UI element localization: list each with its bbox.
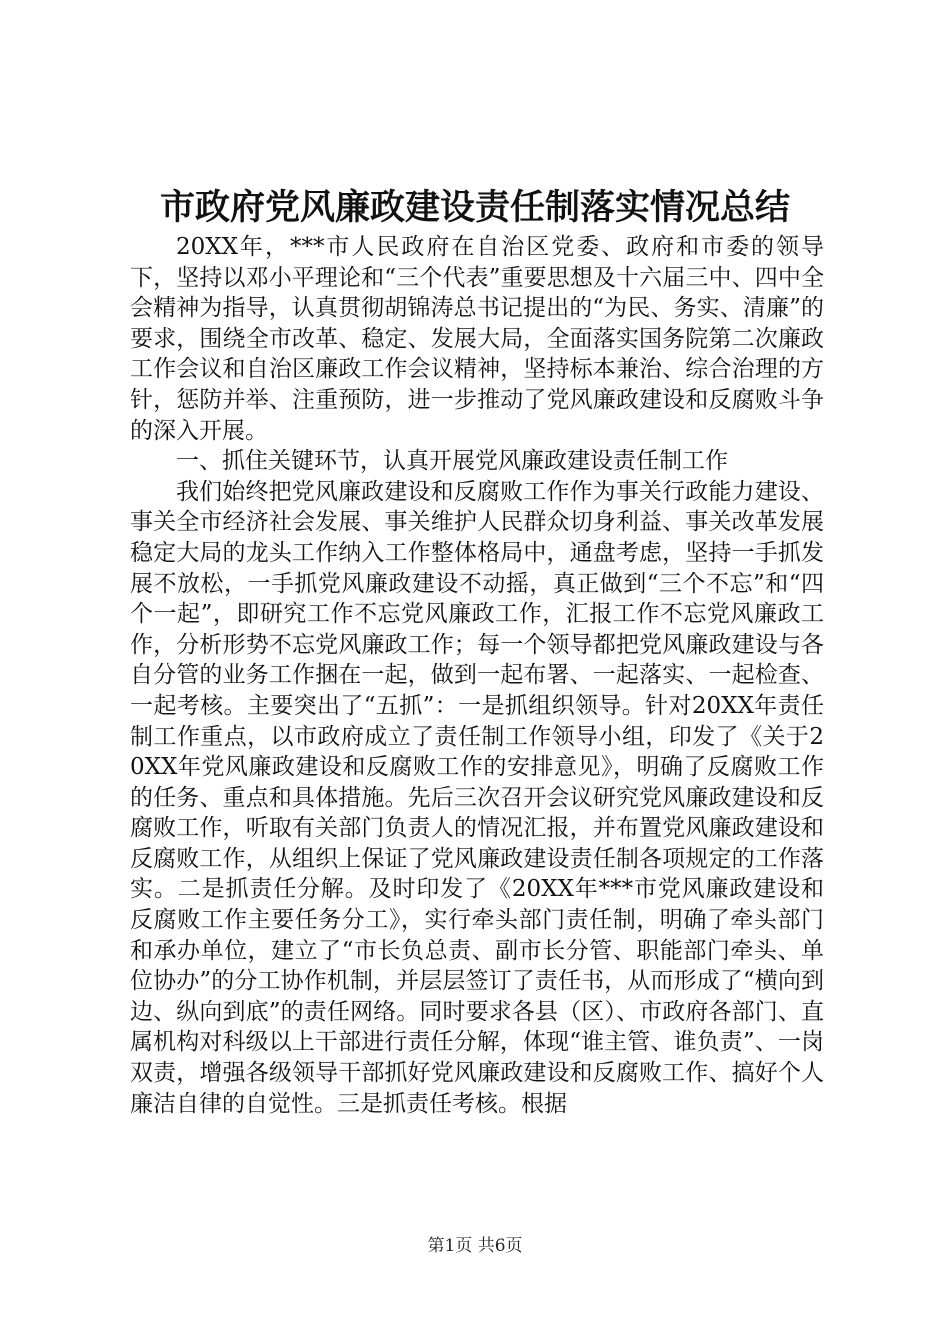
page-footer: 第1页 共6页	[427, 1236, 523, 1256]
intro-paragraph: 20XX年，***市人民政府在自治区党委、政府和市委的领导下，坚持以邓小平理论和“三个代表”重要思想及十六届三中、四中全会精神为指导，认真贯彻胡锦涛总书记提出的“为民、务实、清廉”的要求，围绕全市改革、稳定、发展大局，全面落实国务院第二次廉政工作会议和自治区廉政工作会议精神，坚持标本兼治、综合治理的方针，惩防并举、注重预防，进一步推动了党风廉政建设和反腐败斗争的深入开展。	[130, 234, 824, 444]
section-1-paragraph: 我们始终把党风廉政建设和反腐败工作作为事关行政能力建设、事关全市经济社会发展、事关维护人民群众切身利益、事关改革发展稳定大局的龙头工作纳入工作整体格局中，通盘考虑，坚持一手抓发展不放松，一手抓党风廉政建设不动摇，真正做到“三个不忘”和“四个一起”，即研究工作不忘党风廉政工作，汇报工作不忘党风廉政工作，分析形势不忘党风廉政工作；每一个领导都把党风廉政建设与各自分管的业务工作捆在一起，做到一起布署、一起落实、一起检查、一起考核。主要突出了“五抓”：一是抓组织领导。针对20XX年责任制工作重点，以市政府成立了责任制工作领导小组，印发了《关于20XX年党风廉政建设和反腐败工作的安排意见》，明确了反腐败工作的任务、重点和具体措施。先后三次召开会议研究党风廉政建设和反腐败工作，听取有关部门负责人的情况汇报，并布置党风廉政建设和反腐败工作，从组织上保证了党风廉政建设责任制各项规定的工作落实。二是抓责任分解。及时印发了《20XX年***市党风廉政建设和反腐败工作主要任务分工》，实行牵头部门责任制，明确了牵头部门和承办单位，建立了“市长负总责、副市长分管、职能部门牵头、单位协办”的分工协作机制，并层层签订了责任书，从而形成了“横向到边、纵向到底”的责任网络。同时要求各县（区）、市政府各部门、直属机构对科级以上干部进行责任分解，体现“谁主管、谁负责”、一岗双责，增强各级领导干部抓好党风廉政建设和反腐败工作、搞好个人廉洁自律的自觉性。三是抓责任考核。根据	[130, 478, 824, 1117]
document-title: 市政府党风廉政建设责任制落实情况总结	[159, 187, 790, 228]
document-body	[130, 232, 824, 1119]
section-heading-1: 一、抓住关键环节，认真开展党风廉政建设责任制工作	[176, 448, 728, 475]
